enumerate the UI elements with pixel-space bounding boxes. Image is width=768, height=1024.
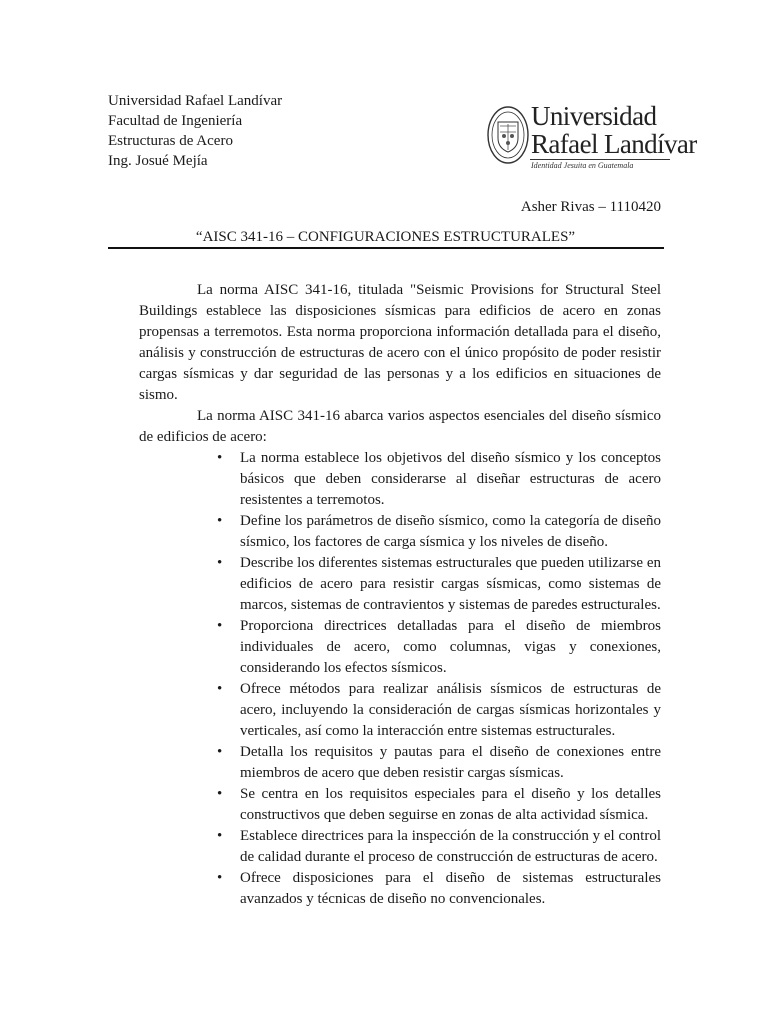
logo-wordmark [531,102,697,158]
list-item [139,616,661,679]
aspects-list [139,448,661,910]
list-item [139,448,661,511]
document-body [139,280,661,910]
list-item [139,553,661,616]
logo-divider [530,159,670,160]
logo-line-2: Rafael Landívar [531,129,697,159]
list-item-text: Detalla los requisitos y pautas para el diseño de conexiones entre miembros de acero que deben resistir cargas sísmicas. [240,744,661,781]
paragraph-aspects: La norma AISC 341-16 abarca varios aspectos esenciales del diseño sísmico de edificios de acero: [139,408,661,445]
university-name: Universidad Rafael Landívar [108,93,283,109]
list-item-text: Ofrece disposiciones para el diseño de sistemas estructurales avanzados y técnicas de diseño no convencionales. [240,870,661,907]
list-item [139,679,661,742]
faculty-name: Facultad de Ingeniería [108,113,243,129]
title-divider [108,247,664,249]
bullet-icon: • [217,744,223,760]
list-item-text: Establece directrices para la inspección de la construcción y el control de calidad durante el proceso de construcción de estructuras de acero. [240,828,661,865]
course-name: Estructuras de Acero [108,133,233,149]
bullet-icon: • [217,618,223,634]
list-item-text: Define los parámetros de diseño sísmico, como la categoría de diseño sísmico, los factores de carga sísmica y los niveles de diseño. [240,513,661,550]
bullet-icon: • [217,828,223,844]
bullet-icon: • [217,513,223,529]
bullet-icon: • [217,450,223,466]
document-header [108,91,282,171]
logo-tagline: Identidad Jesuita en Guatemala [531,161,634,170]
list-item-text: Proporciona directrices detalladas para el diseño de miembros individuales de acero, como columnas, vigas y conexiones, considerando los efectos sísmicos. [240,618,661,676]
bullet-icon: • [217,786,223,802]
bullet-icon: • [217,555,223,571]
bullet-icon: • [217,681,223,697]
list-item-text: La norma establece los objetivos del diseño sísmico y los conceptos básicos que deben considerarse al diseñar estructuras de acero resistentes a terremotos. [240,450,661,508]
university-seal-icon [486,104,530,166]
logo-line-1: Universidad [531,101,657,131]
document-title: “AISC 341-16 – CONFIGURACIONES ESTRUCTURALES” [195,229,576,245]
list-item [139,826,661,868]
list-item [139,784,661,826]
bullet-icon: • [217,870,223,886]
list-item-text: Describe los diferentes sistemas estructurales que pueden utilizarse en edificios de acero para resistir cargas sísmicas, como sistemas de marcos, sistemas de contravientos y sistemas de paredes estructurales. [240,555,661,613]
list-item [139,511,661,553]
author-line: Asher Rivas – 1110420 [520,199,661,215]
list-item-text: Ofrece métodos para realizar análisis sísmicos de estructuras de acero, incluyendo la consideración de cargas sísmicas horizontales y verticales, así como la interacción entre sistemas estructurales. [240,681,661,739]
instructor-name: Ing. Josué Mejía [108,153,208,169]
university-logo [486,100,697,180]
list-item [139,742,661,784]
list-item [139,868,661,910]
list-item-text: Se centra en los requisitos especiales para el diseño y los detalles constructivos que deben seguirse en zonas de alta actividad sísmica. [240,786,661,823]
paragraph-intro: La norma AISC 341-16, titulada "Seismic Provisions for Structural Steel Buildings establece las disposiciones sísmicas para edificios de acero en zonas propensas a terremotos. Esta norma proporciona información detallada para el diseño, análisis y construcción de estructuras de acero con el único propósito de poder resistir cargas sísmicas y dar seguridad de las personas y a los edificios en situaciones de sismo. [139,282,661,403]
